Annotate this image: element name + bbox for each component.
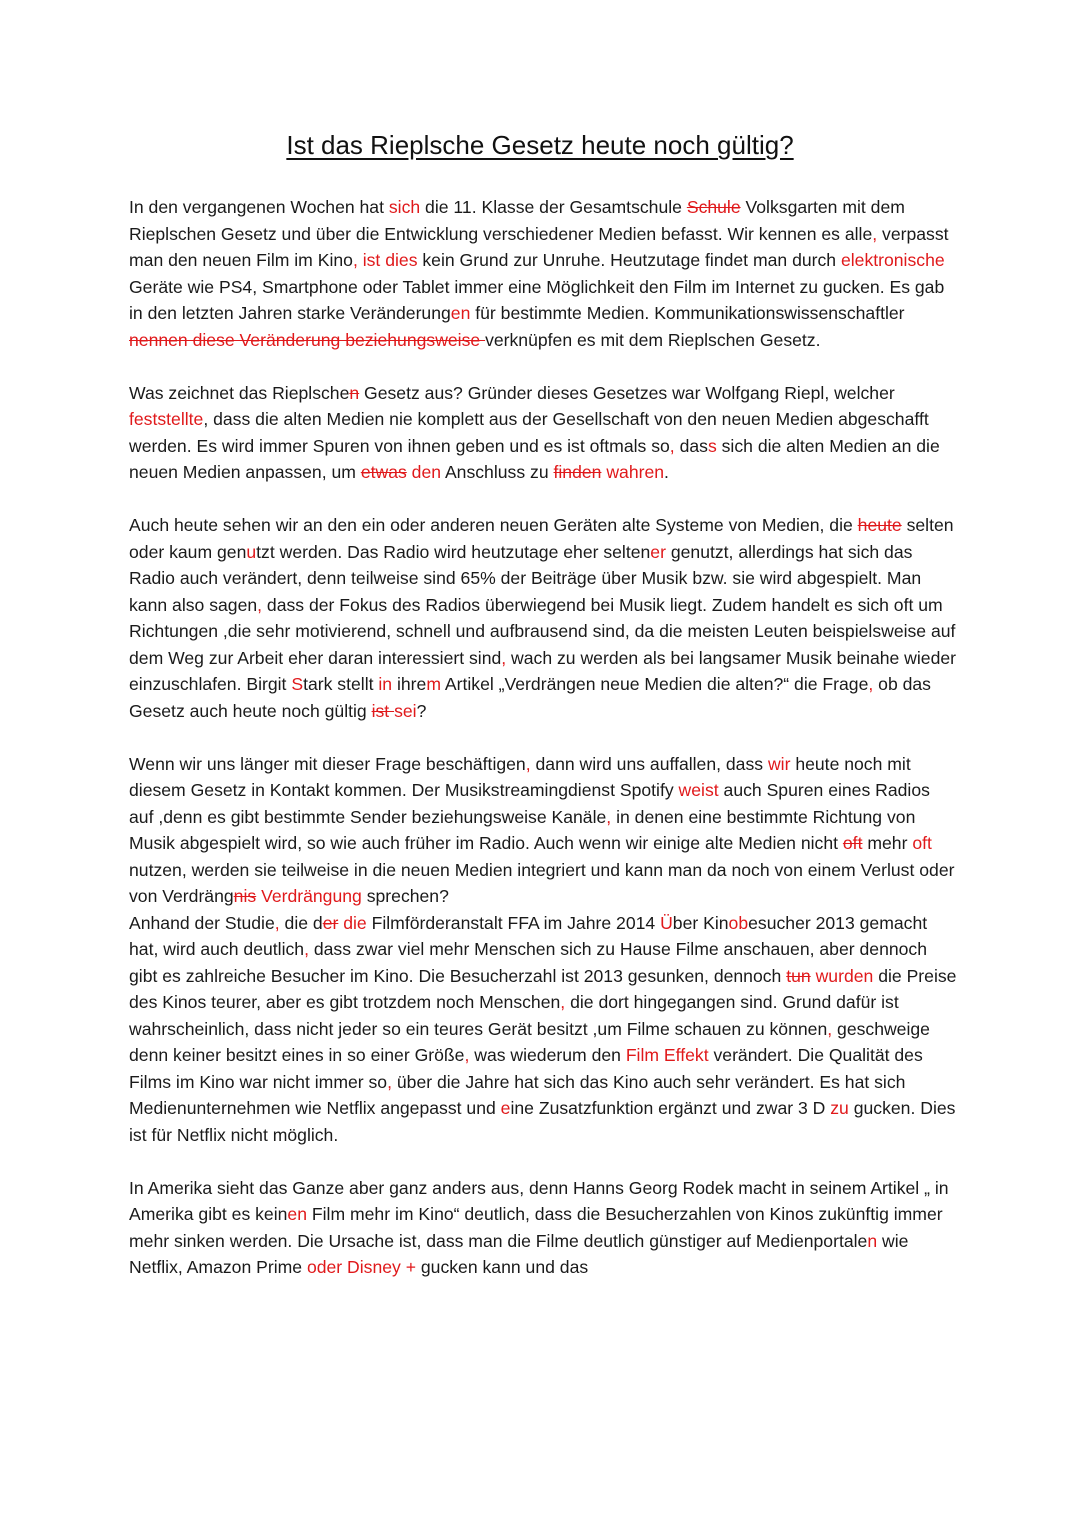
correction-insertion: , bbox=[274, 912, 280, 933]
correction-insertion: ob bbox=[728, 912, 749, 933]
correction-insertion: , bbox=[560, 992, 566, 1012]
text-run: Filmförderanstalt FFA im Jahre 2014 bbox=[366, 912, 661, 933]
text-run: Volksgarten mit dem Rieplschen Gesetz und über die Entwicklung verschiedener Medien befasst. Wir kennen es alle bbox=[129, 197, 905, 244]
text-run: heute noch mit diesem Gesetz in Kontakt kommen. Der Musikstreamingdienst Spotify bbox=[129, 753, 911, 800]
correction-insertion: den bbox=[411, 462, 442, 482]
text-run: Was zeichnet das Rieplsche bbox=[129, 382, 350, 403]
correction-insertion: , bbox=[868, 674, 874, 694]
text-run: Gesetz aus? Gründer dieses Gesetzes war Wolfgang Riepl, welcher bbox=[359, 382, 895, 403]
correction-insertion: e bbox=[500, 1098, 511, 1118]
correction-deletion: heute bbox=[857, 515, 902, 535]
text-run: was wiederum den bbox=[469, 1045, 626, 1065]
text-run: wie Netflix, Amazon Prime bbox=[129, 1230, 909, 1277]
correction-insertion: Ü bbox=[660, 912, 673, 933]
correction-insertion: , bbox=[606, 806, 612, 827]
text-run: genutzt, allerdings hat sich das Radio auch verändert, denn teilweise sind 65% der Beiträge über Musik bzw. sie wird abgespielt. Man kann also sagen bbox=[129, 541, 922, 615]
correction-insertion: , bbox=[464, 1045, 470, 1065]
correction-insertion: oft bbox=[912, 833, 932, 853]
paragraph-radio bbox=[129, 512, 959, 724]
text-run: nutzen, werden sie teilweise in die neuen Medien integriert und kann man da noch von einem Verlust oder von Verdräng bbox=[129, 859, 955, 906]
text-run: für bestimmte Medien. Kommunikationswissenschaftler bbox=[470, 303, 905, 323]
text-run: die 11. Klasse der Gesamtschule bbox=[420, 197, 687, 217]
text-run: dass zwar viel mehr Menschen sich zu Hause Filme anschauen, aber dennoch gibt es zahlreiche Besucher im Kino. Die Besucherzahl ist 2013 gesunken, dennoch bbox=[129, 939, 928, 986]
correction-insertion: , bbox=[872, 223, 878, 244]
text-run: dass der Fokus des Radios überwiegend bei Musik liegt. Zudem handelt es sich oft um Richtungen ,die sehr motivierend, schnell und aufbrausend sind, da die meisten Leuten beispielsweise auf dem Weg zur Arbeit eher daran interessiert sind bbox=[129, 594, 956, 668]
text-run: Geräte wie PS4, Smartphone oder Tablet immer eine Möglichkeit den Film im Internet zu gucken. Es gab in den letzten Jahren starke Veränderung bbox=[129, 276, 945, 323]
text-run: verändert. Die Qualität des Films im Kino war nicht immer so bbox=[129, 1045, 923, 1092]
text-run: das bbox=[674, 435, 708, 456]
text-run: Film mehr im Kino“ deutlich, dass die Besucherzahlen von Kinos zukünftig immer mehr sinken werden. Die Ursache ist, dass man die Filme deutlich günstiger auf Medienportale bbox=[129, 1204, 943, 1251]
text-run: gucken kann und das bbox=[416, 1257, 589, 1277]
text-run: esucher 2013 gemacht hat, wird auch deutlich bbox=[129, 912, 928, 959]
text-run: die d bbox=[279, 912, 323, 933]
correction-insertion: , ist dies bbox=[352, 250, 418, 270]
correction-insertion: die bbox=[343, 912, 367, 933]
text-run: über die Jahre hat sich das Kino auch sehr verändert. Es hat sich Medienunternehmen wie Netflix angepasst und bbox=[129, 1071, 906, 1118]
correction-insertion: wurden bbox=[815, 965, 874, 986]
correction-insertion: en bbox=[450, 303, 471, 323]
text-run: Anschluss zu bbox=[441, 462, 554, 482]
text-run: sich die alten Medien an die neuen Medien anpassen, um bbox=[129, 435, 940, 482]
correction-deletion: oft bbox=[842, 833, 863, 853]
text-run: sprechen? bbox=[361, 886, 449, 906]
text-run: verknüpfen es mit dem Rieplschen Gesetz. bbox=[485, 329, 821, 350]
correction-insertion: er bbox=[650, 541, 666, 562]
text-run: tzt werden. Das Radio wird heutzutage eher selten bbox=[256, 541, 651, 562]
text-run: selten oder kaum gen bbox=[129, 515, 954, 562]
correction-insertion: Film Effekt bbox=[625, 1045, 709, 1065]
correction-insertion: , bbox=[501, 647, 507, 668]
correction-insertion: wir bbox=[767, 753, 791, 774]
text-run: Auch heute sehen wir an den ein oder anderen neuen Geräten alte Systeme von Medien, die bbox=[129, 515, 858, 535]
correction-insertion: u bbox=[246, 541, 257, 562]
text-run: wach zu werden als bei langsamer Musik beinahe wieder einzuschlafen. Birgit bbox=[129, 647, 957, 694]
text-run: In Amerika sieht das Ganze aber ganz anders aus, denn Hanns Georg Rodek macht in seinem Artikel „ in Amerika gibt es kein bbox=[129, 1177, 949, 1224]
correction-insertion: , bbox=[257, 594, 263, 615]
text-run: In den vergangenen Wochen hat bbox=[129, 197, 389, 217]
text-run: ob das Gesetz auch heute noch gültig bbox=[129, 674, 931, 721]
text-run: ber Kin bbox=[672, 912, 729, 933]
article-body bbox=[129, 194, 959, 1307]
correction-deletion: nennen diese Veränderung beziehungsweise bbox=[129, 329, 486, 350]
text-run: die dort hingegangen sind. Grund dafür ist wahrscheinlich, dass nicht jeder so ein teures Gerät besitzt ,um Filme schauen zu können bbox=[129, 992, 899, 1039]
text-run: in denen eine bestimmte Richtung von Musik abgespielt wird, so wie auch früher im Radio. Auch wenn wir einige alte Medien nicht bbox=[129, 806, 916, 853]
correction-insertion: m bbox=[426, 674, 441, 694]
text-run: gucken. Dies ist für Netflix nicht möglich. bbox=[129, 1098, 956, 1145]
paragraph-intro bbox=[129, 194, 959, 353]
correction-insertion: , bbox=[387, 1071, 392, 1092]
text-run: ? bbox=[416, 700, 427, 721]
correction-insertion: , bbox=[304, 939, 309, 959]
correction-insertion: , bbox=[669, 435, 675, 456]
correction-deletion: etwas bbox=[360, 462, 407, 482]
page-title: Ist das Rieplsche Gesetz heute noch gültig? bbox=[286, 130, 794, 160]
correction-deletion: nis bbox=[233, 886, 257, 906]
correction-insertion: sei bbox=[394, 700, 417, 721]
correction-deletion: er bbox=[322, 912, 339, 933]
correction-insertion: elektronische bbox=[840, 250, 945, 270]
text-run: tark stellt bbox=[303, 674, 379, 694]
text-run: die Preise des Kinos teurer, aber es gibt trotzdem noch Menschen bbox=[129, 965, 957, 1012]
text-run: Wenn wir uns länger mit dieser Frage beschäftigen bbox=[129, 753, 526, 774]
correction-insertion: Verdrängung bbox=[261, 886, 362, 906]
text-run: dann wird uns auffallen, dass bbox=[530, 753, 768, 774]
paragraph-amerika bbox=[129, 1175, 959, 1281]
correction-insertion: zu bbox=[830, 1098, 849, 1118]
correction-insertion: weist bbox=[678, 780, 719, 800]
correction-insertion: sich bbox=[388, 197, 421, 217]
text-run: kein Grund zur Unruhe. Heutzutage findet man durch bbox=[417, 250, 841, 270]
text-run: . bbox=[664, 462, 669, 482]
text-run: mehr bbox=[862, 833, 913, 853]
text-run: Artikel „Verdrängen neue Medien die alten?“ die Frage bbox=[440, 674, 869, 694]
correction-deletion: tun bbox=[786, 965, 811, 986]
correction-deletion: finden bbox=[553, 462, 602, 482]
text-run: Anhand der Studie bbox=[129, 912, 275, 933]
text-run: geschweige denn keiner besitzt eines in so einer Größe bbox=[129, 1018, 930, 1065]
correction-deletion: ist bbox=[371, 700, 395, 721]
text-run: verpasst man den neuen Film im Kino bbox=[129, 223, 949, 270]
correction-insertion: n bbox=[867, 1230, 878, 1251]
correction-insertion: in bbox=[378, 674, 393, 694]
correction-insertion: , bbox=[827, 1018, 833, 1039]
paragraph-riepl bbox=[129, 380, 959, 486]
correction-deletion: Schule bbox=[686, 197, 741, 217]
paragraph-ffa bbox=[129, 910, 959, 1149]
text-run: ihre bbox=[392, 674, 427, 694]
correction-insertion: s bbox=[707, 435, 717, 456]
paragraph-spotify bbox=[129, 751, 959, 910]
text-run: ine Zusatzfunktion ergänzt und zwar 3 D bbox=[510, 1098, 831, 1118]
text-run: , dass die alten Medien nie komplett aus der Gesellschaft von den neuen Medien abgeschafft werden. Es wird immer Spuren von ihnen geben und es ist oftmals so bbox=[129, 409, 929, 456]
correction-insertion: S bbox=[291, 674, 304, 694]
correction-insertion: feststellte bbox=[129, 409, 204, 429]
correction-insertion: oder Disney + bbox=[306, 1257, 416, 1277]
text-run: auch Spuren eines Radios auf ,denn es gibt bestimmte Sender beziehungsweise Kanäle bbox=[129, 780, 930, 827]
correction-deletion: n bbox=[349, 382, 360, 403]
correction-insertion: en bbox=[287, 1204, 307, 1224]
correction-insertion: , bbox=[525, 753, 531, 774]
correction-insertion: wahren bbox=[606, 462, 665, 482]
